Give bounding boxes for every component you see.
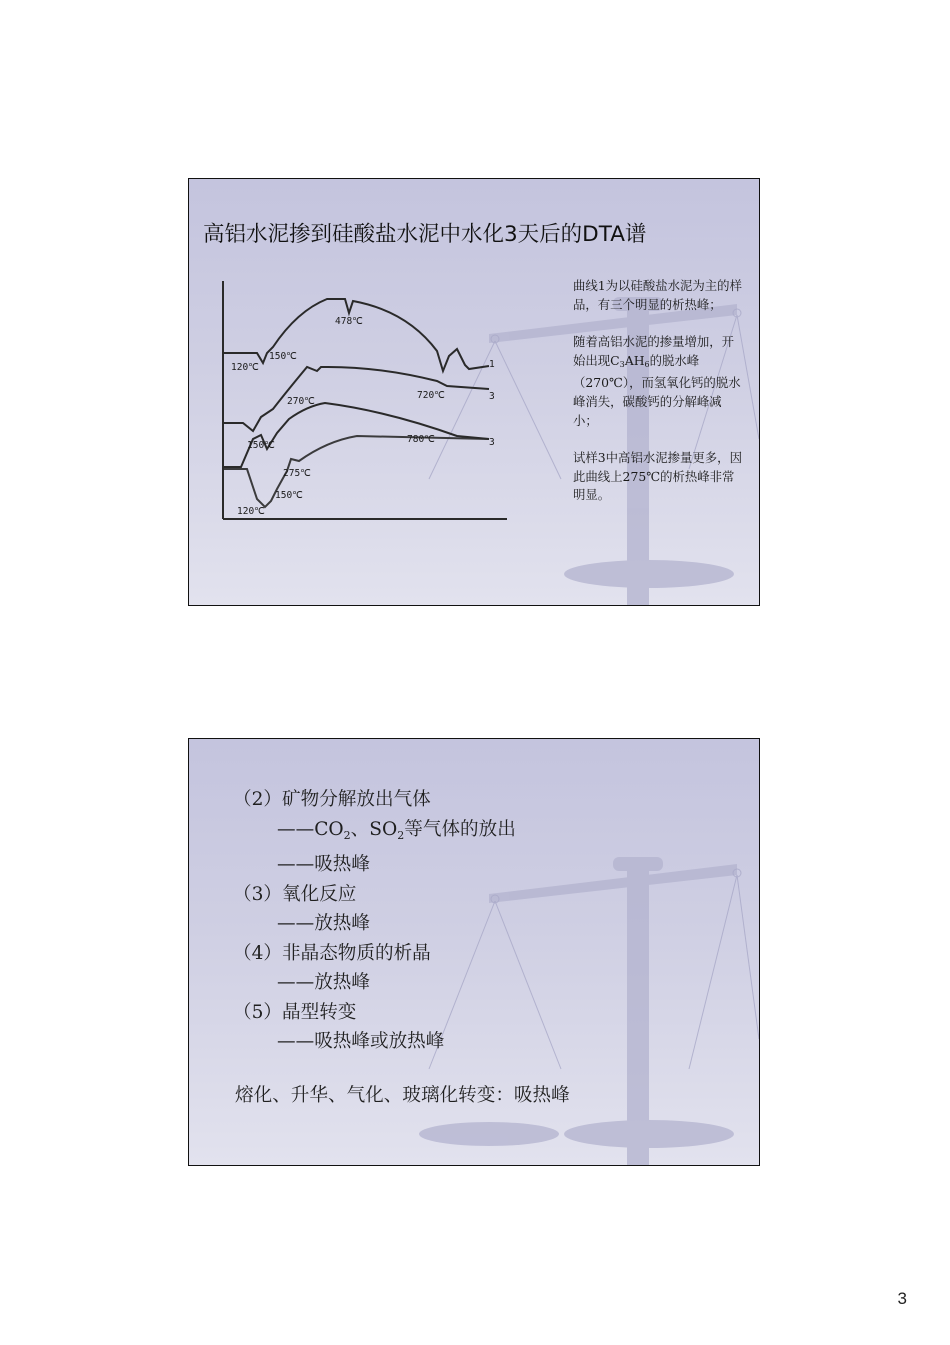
list-item: （3）氧化反应 [233,883,357,905]
dta-curve-1 [223,299,489,371]
dta-curve-figure [207,271,517,531]
peak-label: 275℃ [283,468,311,479]
peak-label: 150℃ [269,351,297,362]
peak-label: 150℃ [247,440,275,451]
peak-label: 720℃ [417,390,445,401]
list-item: （4）非晶态物质的析晶 [233,942,431,964]
slide-title: 高铝水泥掺到硅酸盐水泥中水化3天后的DTA谱 [203,222,647,247]
peak-label: 478℃ [335,316,363,327]
list-subitem: ——吸热峰或放热峰 [277,1031,445,1052]
note-paragraph: 曲线1为以硅酸盐水泥为主的样品，有三个明显的析热峰； [573,278,742,312]
note-paragraph: 试样3中高铝水泥掺量更多，因此曲线上275℃的析热峰非常明显。 [573,450,742,503]
list-item: （2）矿物分解放出气体 [233,789,431,810]
summary-line: 熔化、升华、气化、玻璃化转变：吸热峰 [235,1085,570,1106]
peak-label: 120℃ [231,362,259,373]
list-subitem: ——吸热峰 [277,854,370,875]
list-subitem: ——放热峰 [277,972,370,993]
peak-label: 270℃ [287,396,315,407]
slide-thermal-effects [188,738,760,1166]
list-subitem: ——放热峰 [277,913,370,934]
peak-label: 150℃ [275,490,303,501]
curve-label: 3 [489,437,495,448]
thermal-effects-list [233,785,733,1057]
slide-dta-spectrum [188,178,760,606]
peak-label: 780℃ [407,434,435,445]
dta-curve-3 [223,403,489,467]
curve-label: 3 [489,391,495,402]
dta-curve-2 [223,367,489,431]
curve-label: 1 [489,359,495,370]
note-paragraph: 随着高铝水泥的掺量增加，开始出现$C_3AH_6$的脱水峰（270℃），而氢氧化钙的脱水峰消失，碳酸钙的分解峰减小； [573,334,741,428]
page-number: 3 [897,1289,907,1308]
list-subitem: $——CO_2$、$SO_2$等气体的放出 [277,818,516,842]
peak-label: 120℃ [237,506,265,517]
explanation-notes [573,277,743,524]
list-item: （5）晶型转变 [233,1001,357,1023]
